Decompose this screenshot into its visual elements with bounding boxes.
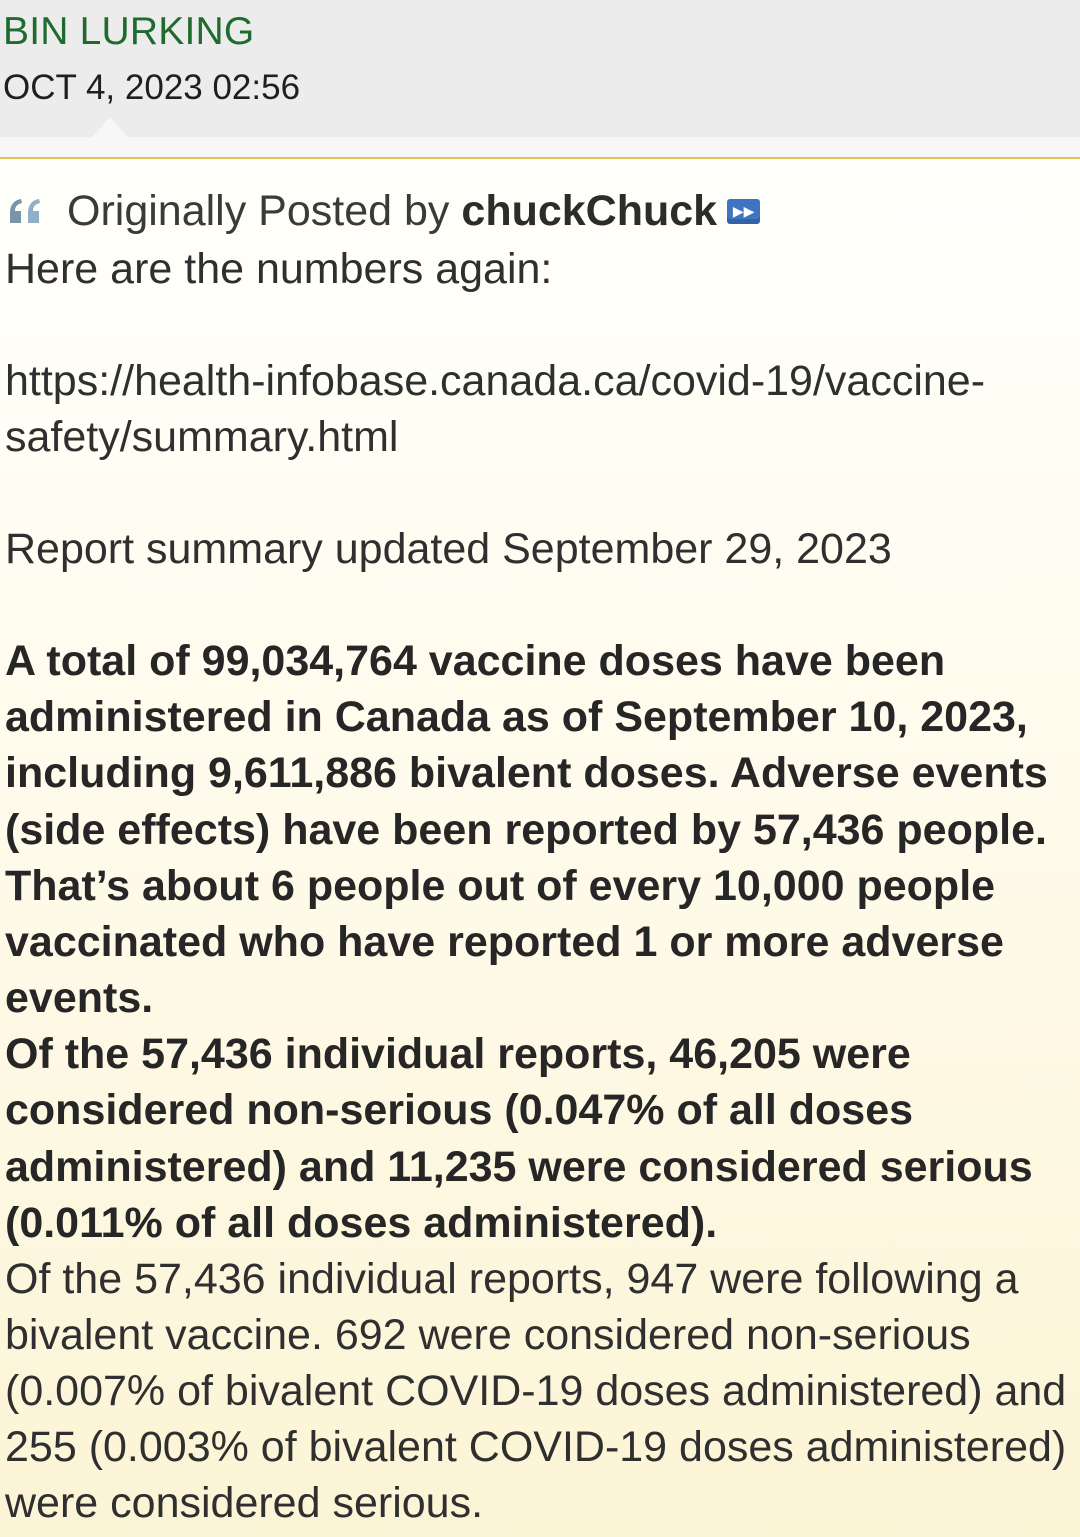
bold-line-5: That’s about 6 people out of every 10,000 people xyxy=(5,862,996,910)
content-line-1: Here are the numbers again: xyxy=(5,245,553,293)
bold-line-8: Of the 57,436 individual reports, 46,205 were xyxy=(5,1030,911,1078)
view-post-icon[interactable]: ▶▶ xyxy=(727,199,760,224)
bold-line-7: events. xyxy=(5,974,154,1022)
bold-line-9: considered non-serious (0.047% of all doses xyxy=(5,1086,914,1134)
content-line-bivalent-3: (0.007% of bivalent COVID-19 doses administered) and xyxy=(5,1367,1067,1415)
header-divider xyxy=(0,137,1080,159)
content-url-line-1[interactable]: https://health-infobase.canada.ca/covid-19/vaccine- xyxy=(5,357,986,405)
quoted-author[interactable]: chuckChuck xyxy=(461,187,718,235)
username[interactable]: BIN LURKING xyxy=(3,10,255,53)
bold-line-4: (side effects) have been reported by 57,436 people. xyxy=(5,806,1047,854)
bold-line-3: including 9,611,886 bivalent doses. Adverse events xyxy=(5,749,1048,797)
content-line-bivalent-4: 255 (0.003% of bivalent COVID-19 doses administered) xyxy=(5,1423,1067,1471)
bold-line-6: vaccinated who have reported 1 or more adverse xyxy=(5,918,1004,966)
quote-header xyxy=(6,185,760,237)
quote-icon xyxy=(6,195,49,227)
content-line-report-summary: Report summary updated September 29, 2023 xyxy=(5,525,892,573)
content-url-line-2[interactable]: safety/summary.html xyxy=(5,413,399,461)
bold-line-11: (0.011% of all doses administered). xyxy=(5,1199,718,1247)
bold-line-10: administered) and 11,235 were considered serious xyxy=(5,1143,1033,1191)
content-line-bivalent-1: Of the 57,436 individual reports, 947 were following a xyxy=(5,1255,1019,1303)
content-line-bivalent-5: were considered serious. xyxy=(5,1479,484,1527)
header-pointer xyxy=(92,117,128,137)
quote-block xyxy=(0,159,1080,1537)
post-header xyxy=(0,0,1080,137)
bold-line-2: administered in Canada as of September 10, 2023, xyxy=(5,693,1028,741)
post-timestamp: OCT 4, 2023 02:56 xyxy=(3,68,301,107)
post-body xyxy=(0,159,1080,1537)
bold-line-1: A total of 99,034,764 vaccine doses have been xyxy=(5,637,946,685)
content-line-bivalent-2: bivalent vaccine. 692 were considered non-serious xyxy=(5,1311,971,1359)
quote-prefix: Originally Posted by xyxy=(67,187,450,235)
